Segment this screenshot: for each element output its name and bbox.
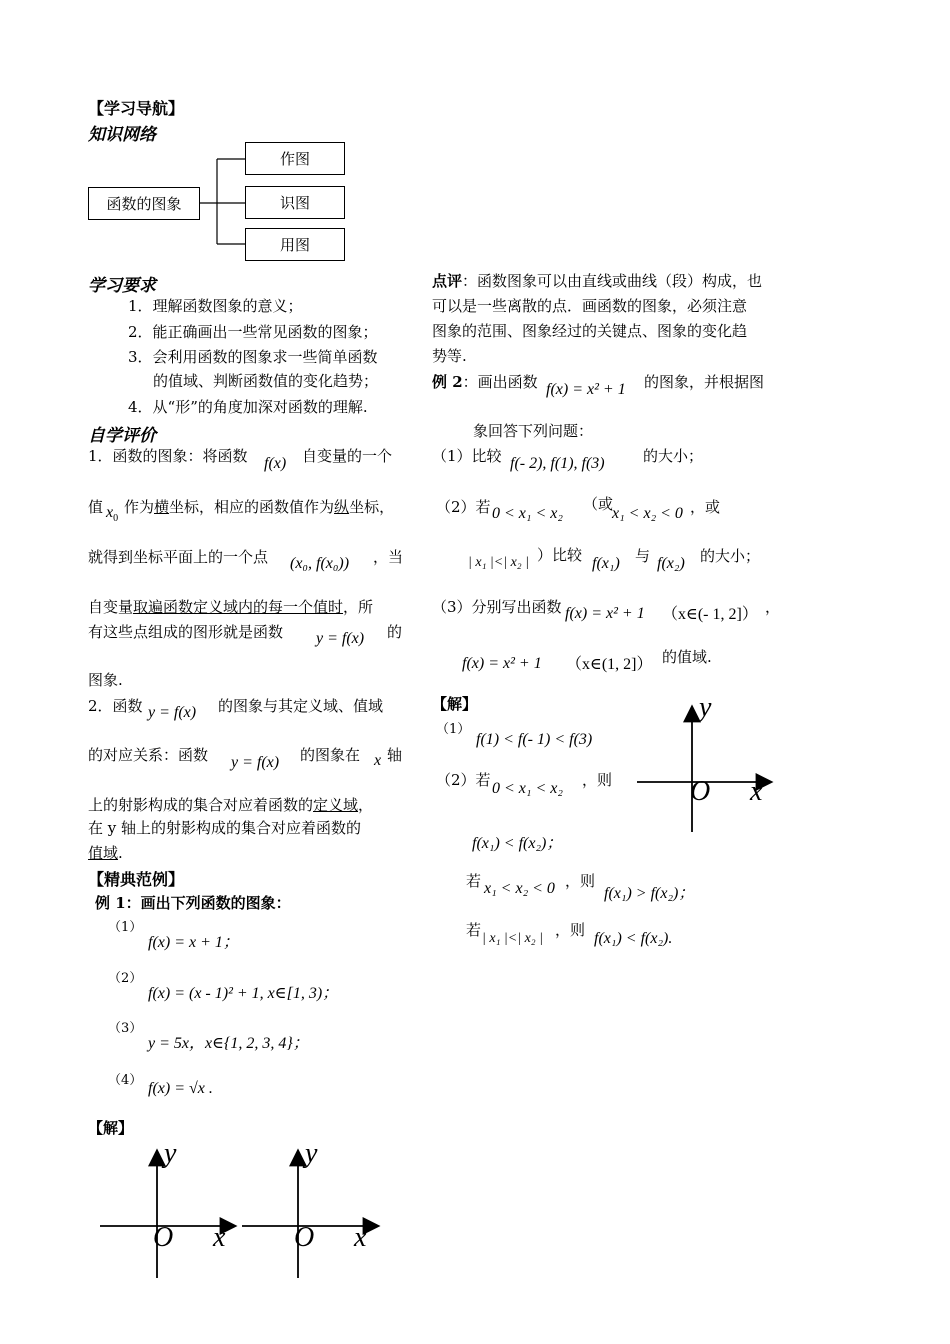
math-q3-dom2: （x∈(1, 2]） [566, 656, 653, 673]
math-q2-fx1: f(x₁) [592, 555, 620, 572]
math-yfx: y = f(x) [231, 754, 280, 771]
question2-text: 的大小； [700, 547, 761, 565]
math-q2-2: x₁ < x₂ < 0 [612, 505, 683, 522]
solution-label: 【解】 [88, 1119, 134, 1137]
self-eval-text: 的 [387, 623, 403, 641]
math-s3-res: f(x₁) > f(x₂)； [604, 885, 695, 902]
knowledge-network-title: 知识网络 [88, 125, 156, 145]
self-eval-text: 自变量的一个 [302, 447, 393, 465]
math-s2-res: f(x₁) < f(x₂)； [472, 835, 563, 852]
math-x: x [374, 752, 382, 769]
requirement-item: 4．从“形”的角度加深对函数的理解. [128, 398, 368, 416]
self-eval-text: 在 y 轴上的射影构成的集合对应着函数的 [88, 819, 362, 837]
axis-label-y: y [305, 1138, 318, 1169]
question2-text: ）比较 [537, 546, 583, 564]
axis-label-x: x [354, 1222, 367, 1253]
question3-text: （3）分别写出函数 [432, 598, 562, 616]
math-s4-res: f(x₁) < f(x₂). [594, 930, 673, 947]
self-eval-text: ，当 [373, 548, 404, 566]
math-q3-dom1: （x∈(- 1, 2]） [662, 606, 758, 623]
self-eval-text: 上的射影构成的集合对应着函数的定义域， [88, 796, 374, 814]
comment-line: 图象的范围、图象经过的关键点、图象的变化趋 [432, 322, 748, 340]
self-eval-text: 就得到坐标平面上的一个点 [88, 548, 269, 566]
math-fx: f(x) [264, 455, 287, 472]
axis-label-y: y [699, 692, 712, 723]
solution4-text: ，则 [555, 921, 586, 939]
question2-text: （2）若 [436, 498, 491, 516]
ex1-num: （3） [108, 1021, 143, 1036]
diagram-node-use: 用图 [245, 228, 345, 261]
math-q2-fx2: f(x₂) [657, 555, 685, 572]
comment-line: 势等. [432, 347, 467, 365]
requirements-title: 学习要求 [88, 276, 156, 296]
math-s3: x₁ < x₂ < 0 [484, 880, 555, 897]
self-eval-text: 值域. [88, 844, 123, 862]
math-q1: f(- 2), f(1), f(3) [510, 455, 605, 472]
example2-title: 例 2：画出函数 [432, 373, 538, 391]
math-q2-1: 0 < x₁ < x₂ [492, 505, 563, 522]
example1-title: 例 1：画出下列函数的图象： [95, 894, 291, 912]
self-eval-text: 的图象在 [300, 746, 361, 764]
diagram-root-node: 函数的图象 [88, 187, 200, 220]
comment-line: 可以是一些离散的点．画函数的图象，必须注意 [432, 297, 748, 315]
requirement-item: 的值域、判断函数值的变化趋势； [153, 372, 379, 390]
axis-label-origin: O [153, 1222, 174, 1253]
ex1-num: （2） [108, 971, 143, 986]
comment-line: 点评：函数图象可以由直线或曲线（段）构成，也 [432, 272, 763, 290]
math-q3-1: f(x) = x² + 1 [565, 605, 645, 622]
self-eval-text: 有这些点组成的图形就是函数 [88, 623, 284, 641]
question3-text: 的值域. [662, 648, 712, 666]
example2-text: 象回答下列问题： [473, 422, 594, 440]
ex1-num: （4） [108, 1073, 143, 1088]
question2-text: 与 [635, 547, 651, 565]
ex1-expr: y = 5x，x∈{1, 2, 3, 4}； [148, 1035, 309, 1052]
solution3-text: 若 [466, 872, 482, 890]
examples-header: 【精典范例】 [88, 870, 185, 889]
self-eval-text: 2．函数 [88, 697, 143, 715]
self-eval-title: 自学评价 [88, 426, 156, 446]
question3-text: ， [765, 598, 781, 616]
solution3-text: ，则 [565, 872, 596, 890]
requirement-item: 2．能正确画出一些常见函数的图象； [128, 323, 378, 341]
solution4-text: 若 [466, 921, 482, 939]
question2-text: （或 [583, 495, 614, 513]
axis-label-origin: O [294, 1222, 315, 1253]
self-eval-text: 自变量取遍函数定义域内的每一个值时，所 [88, 598, 374, 616]
self-eval-text: 图象. [88, 671, 123, 689]
axis-label-x: x [750, 776, 763, 807]
ex1-num: （1） [108, 920, 143, 935]
self-eval-text: 的对应关系：函数 [88, 746, 209, 764]
math-x0: $x_0$ [106, 504, 119, 525]
math-point: (x₀, f(x₀)) [290, 555, 350, 572]
math-ex2-fx: f(x) = x² + 1 [546, 381, 626, 398]
question2-text: ，或 [690, 498, 721, 516]
ex1-expr: f(x) = (x - 1)² + 1, x∈[1, 3)； [148, 985, 339, 1002]
solution-label: 【解】 [432, 695, 478, 713]
math-yfx: y = f(x) [316, 630, 365, 647]
self-eval-text: 1．函数的图象：将函数 [88, 447, 248, 465]
solution1-num: （1） [436, 722, 471, 737]
diagram-node-draw: 作图 [245, 142, 345, 175]
math-s4: | x₁ |<| x₂ | [482, 931, 544, 946]
requirement-item: 1．理解函数图象的意义； [128, 297, 303, 315]
axis-label-x: x [213, 1222, 226, 1253]
self-eval-text: 的图象与其定义域、值域 [218, 697, 384, 715]
self-eval-text: 轴 [387, 746, 403, 764]
solution2-text: ，则 [582, 771, 613, 789]
math-yfx: y = f(x) [148, 704, 197, 721]
diagram-node-read: 识图 [245, 186, 345, 219]
math-s2: 0 < x₁ < x₂ [492, 780, 563, 797]
math-q2-3: | x₁ |<| x₂ | [468, 555, 530, 570]
question1-text: 的大小； [643, 447, 704, 465]
axis-label-y: y [164, 1138, 177, 1169]
question1-text: （1）比较 [432, 447, 502, 465]
self-eval-text: 作为横坐标，相应的函数值作为纵坐标， [124, 498, 395, 516]
axis-label-origin: O [690, 776, 711, 807]
solution2-text: （2）若 [436, 771, 491, 789]
example2-text: 的图象，并根据图 [644, 373, 765, 391]
math-q3-2: f(x) = x² + 1 [462, 655, 542, 672]
ex1-expr: f(x) = √x . [148, 1080, 213, 1097]
math-s1: f(1) < f(- 1) < f(3) [476, 731, 593, 748]
self-eval-text: 值 [88, 498, 104, 516]
ex1-expr: f(x) = x + 1； [148, 934, 239, 951]
requirement-item: 3．会利用函数的图象求一些简单函数 [128, 348, 378, 366]
nav-header: 【学习导航】 [88, 99, 185, 118]
